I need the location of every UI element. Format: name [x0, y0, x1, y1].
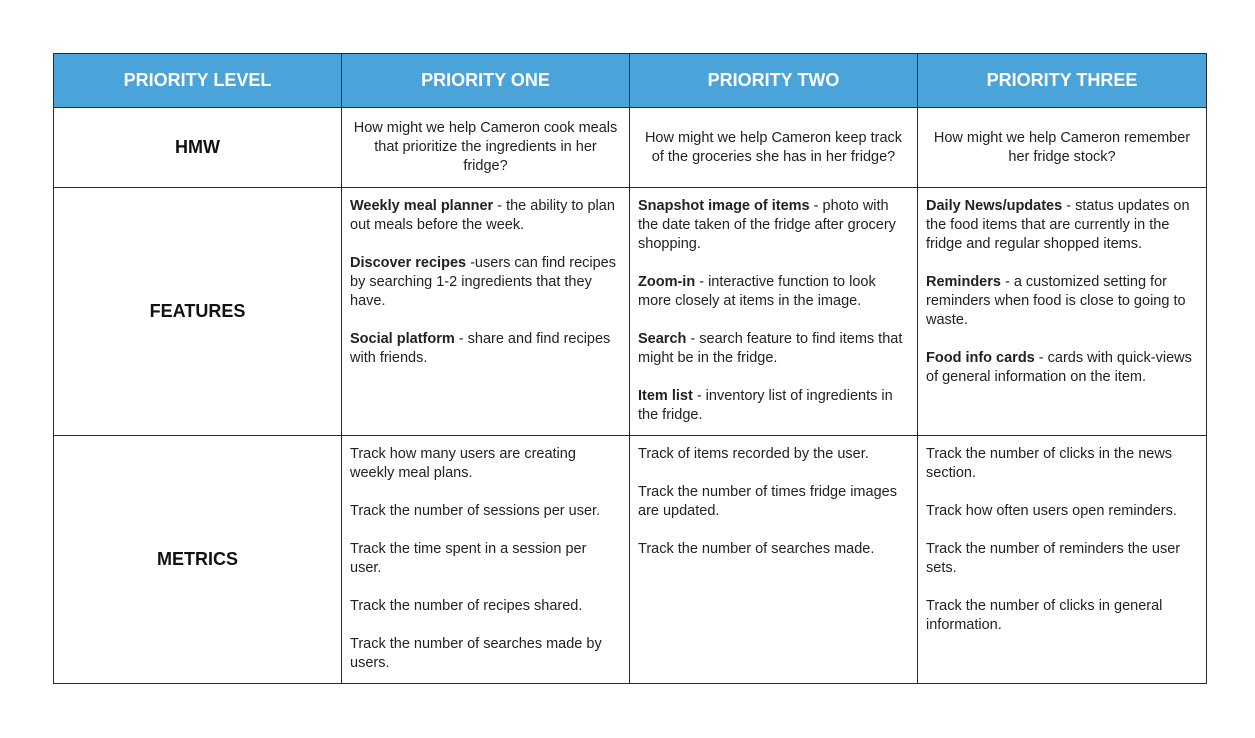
metric-item: Track the number of searches made by users.	[350, 636, 602, 671]
hmw-priority-three: How might we help Cameron remember her fridge stock?	[918, 108, 1207, 188]
metric-item: Track the number of times fridge images are updated.	[638, 484, 897, 519]
header-priority-one: PRIORITY ONE	[342, 54, 630, 108]
table-row-hmw	[54, 108, 1207, 188]
feature-title: Search	[638, 331, 687, 347]
table-row-features	[54, 188, 1207, 436]
metric-item: Track the number of reminders the user sets.	[926, 541, 1181, 576]
metric-item: Track the number of recipes shared.	[350, 598, 583, 614]
feature-description: -users can find recipes by searching 1-2 ingredients that they have.	[350, 255, 616, 309]
feature-title: Snapshot image of items	[638, 198, 810, 214]
feature-title: Food info cards	[926, 350, 1035, 366]
feature-title: Discover recipes	[350, 255, 467, 271]
features-priority-two	[630, 188, 918, 436]
metric-item: Track the number of clicks in general information.	[926, 598, 1163, 633]
metric-item: Track the time spent in a session per user.	[350, 541, 587, 576]
row-label-hmw: HMW	[54, 108, 342, 188]
feature-description: - photo with the date taken of the fridge after grocery shopping.	[638, 198, 896, 252]
feature-item	[350, 197, 621, 235]
feature-description: - inventory list of ingredients in the fridge.	[638, 388, 893, 423]
feature-title: Weekly meal planner	[350, 198, 494, 214]
feature-description: - share and find recipes with friends.	[350, 331, 611, 366]
metric-item: Track how many users are creating weekly meal plans.	[350, 446, 576, 481]
feature-item	[638, 387, 909, 425]
metric-item: Track the number of searches made.	[638, 541, 875, 557]
feature-description: - a customized setting for reminders when food is close to going to waste.	[926, 274, 1186, 328]
metric-item: Track of items recorded by the user.	[638, 446, 869, 462]
metric-item: Track the number of clicks in the news section.	[926, 446, 1173, 481]
feature-description: - status updates on the food items that are currently in the fridge and regular shopped items.	[926, 198, 1190, 252]
feature-title: Zoom-in	[638, 274, 696, 290]
feature-title: Social platform	[350, 331, 455, 347]
table-row-metrics	[54, 436, 1207, 684]
feature-title: Item list	[638, 388, 693, 404]
priority-table	[53, 53, 1207, 684]
header-priority-level: PRIORITY LEVEL	[54, 54, 342, 108]
features-priority-three	[918, 188, 1207, 436]
feature-item	[926, 197, 1198, 254]
feature-title: Reminders	[926, 274, 1001, 290]
metric-item: Track the number of sessions per user.	[350, 503, 601, 519]
metrics-priority-three	[918, 436, 1207, 684]
header-row	[54, 54, 1207, 108]
feature-item	[638, 273, 909, 311]
table-header	[54, 54, 1207, 108]
feature-title: Daily News/updates	[926, 198, 1063, 214]
feature-description: - search feature to find items that might be in the fridge.	[638, 331, 903, 366]
feature-description: - interactive function to look more closely at items in the image.	[638, 274, 876, 309]
feature-item	[638, 197, 909, 254]
metric-item: Track how often users open reminders.	[926, 503, 1177, 519]
row-label-metrics: METRICS	[54, 436, 342, 684]
features-priority-one	[342, 188, 630, 436]
hmw-priority-two: How might we help Cameron keep track of the groceries she has in her fridge?	[630, 108, 918, 188]
feature-item	[350, 330, 621, 368]
feature-description: - cards with quick-views of general information on the item.	[926, 350, 1192, 385]
hmw-priority-one: How might we help Cameron cook meals that prioritize the ingredients in her fridge?	[342, 108, 630, 188]
metrics-priority-one	[342, 436, 630, 684]
metrics-priority-two	[630, 436, 918, 684]
feature-item	[638, 330, 909, 368]
feature-item	[926, 273, 1198, 330]
feature-item	[350, 254, 621, 311]
feature-item	[926, 349, 1198, 387]
header-priority-three: PRIORITY THREE	[918, 54, 1207, 108]
feature-description: - the ability to plan out meals before the week.	[350, 198, 615, 233]
row-label-features: FEATURES	[54, 188, 342, 436]
header-priority-two: PRIORITY TWO	[630, 54, 918, 108]
